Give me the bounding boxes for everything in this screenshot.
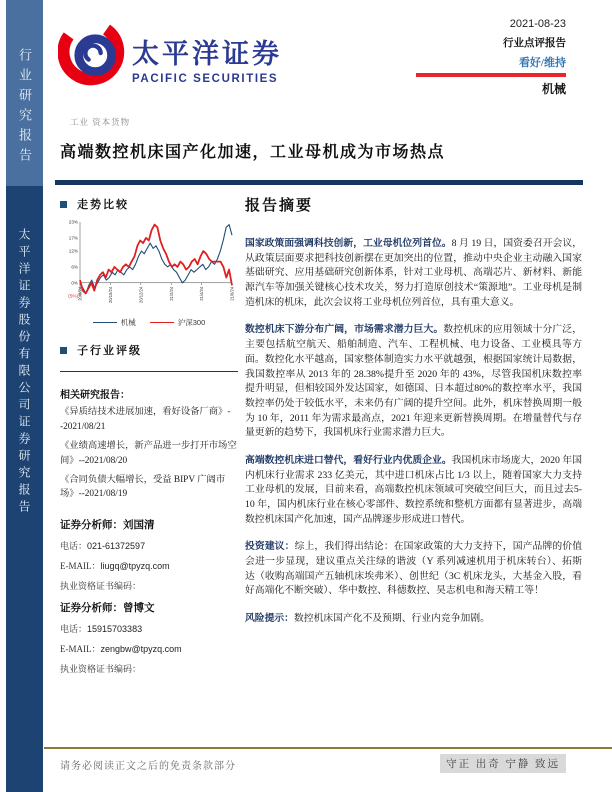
- trend-section-header: [60, 196, 238, 212]
- summary-heading: 报告摘要: [245, 198, 314, 214]
- svg-text:21/4/24: 21/4/24: [199, 286, 205, 301]
- related-reports-title: 相关研究报告：: [60, 390, 130, 401]
- trend-chart-svg: [60, 218, 238, 310]
- chart-legend: [60, 317, 238, 328]
- analyst-cert: 执业资格证书编码：: [60, 581, 142, 592]
- logo-english-name: PACIFIC SECURITIES: [132, 73, 279, 85]
- svg-text:23%: 23%: [68, 219, 78, 225]
- legend-item-mechanical: [93, 317, 136, 328]
- analyst-email: E-MAIL：liugq@tpyzq.com: [60, 561, 170, 572]
- analyst-cert: 执业资格证书编码：: [60, 664, 142, 675]
- page-title: 高端数控机床国产化加速，工业母机成为市场热点: [60, 144, 446, 161]
- sidebar: [6, 0, 43, 792]
- subindustry-divider: [60, 371, 238, 372]
- legend-label: 机械: [120, 318, 136, 327]
- sidebar-top-band: [6, 0, 43, 186]
- legend-label: 沪深300: [177, 318, 206, 327]
- analysts-block: [60, 517, 238, 675]
- related-report-item: 《异质结技术进展加速，看好设备厂商》--2021/08/21: [60, 407, 231, 432]
- title-divider: [55, 180, 583, 185]
- related-report-item: 《合同负债大幅增长，受益 BIPV 广阔市场》--2021/08/19: [60, 474, 226, 500]
- trend-section-title: 走势比较: [77, 199, 129, 211]
- legend-item-csi300: [150, 317, 206, 328]
- svg-text:20/8/24: 20/8/24: [77, 286, 83, 301]
- sidebar-bottom-label: 太平洋证券股份有限公司证券研究报告: [17, 228, 31, 517]
- analyst-phone: 电话：021-61372597: [60, 541, 146, 552]
- footer-divider: [44, 747, 612, 749]
- square-bullet-icon: [60, 201, 67, 208]
- trend-chart: [60, 218, 238, 328]
- red-divider: [416, 73, 566, 77]
- industry-name: 机械: [541, 82, 566, 96]
- logo-mark-icon: [58, 14, 128, 92]
- svg-text:0%: 0%: [71, 280, 78, 286]
- summary-column: [245, 194, 582, 627]
- svg-text:17%: 17%: [68, 235, 78, 241]
- summary-paragraph: 国家政策面强调科技创新，工业母机位列首位。8 月 19 日，国资委召开会议，从政策层面要求把科技创新摆在更加突出的位置，推动中央企业主动融入国家基础研究、应用基础研究创新体系，针对工业母机、高端芯片、新材料、新能源汽车等加强关键核心技术攻关，努力打造原创技术“策源地”。工业母机是制造机床的机床，此次会议将工业母机位列首位，具有重大意义。: [245, 238, 583, 308]
- analyst-phone: 电话：15915703383: [60, 624, 143, 635]
- legend-line-icon: [93, 322, 117, 323]
- svg-text:(5%): (5%): [68, 293, 78, 299]
- logo-chinese-name: 太平洋证券: [132, 39, 282, 69]
- report-type: 行业点评报告: [503, 38, 566, 49]
- header-meta: [416, 18, 566, 97]
- svg-text:20/12/24: 20/12/24: [138, 286, 144, 304]
- subindustry-section-header: [60, 342, 238, 358]
- analyst-name: 证券分析师：曾博文: [60, 603, 155, 615]
- svg-text:21/6/24: 21/6/24: [229, 286, 235, 301]
- summary-paragraph: 数控机床下游分布广阔，市场需求潜力巨大。数控机床的应用领域十分广泛，主要包括航空航天、船舶制造、汽车、工程机械、电力设备、工业模具等方面。数控化水平越高，国家整体制造实力水平就越强，根据国家统计局数据，我国数控率从 2013 年的 28.38%提升至 2020 年的 43%，尽管我国机床数控率提升明显，但相较国外发达国家，如德国、日本超过80%的数控率水平，我国数控率仍处于较低水平，未来仍有广阔的提升空间。此外，机床替换周期一般为 10 年，2011 年为需求最高点，2021 年迎来更新替换周期。在增量替代与存量更新的趋势下，我国机床行业需求潜力巨大。: [245, 324, 583, 439]
- summary-paragraph: 投资建议：综上，我们得出结论：在国家政策的大力支持下，国产品牌的价值会进一步显现，建议重点关注绿的谐波（Y 系列减速机用于机床转台）、拓斯达（收购高端国产五轴机床埃弗米）、创世纪（3C 机床龙头，大基金入股，看好高端化不断突破）、华中数控、科德数控、昊志机电和海天精工等！: [245, 541, 583, 597]
- svg-text:21/2/24: 21/2/24: [168, 286, 174, 301]
- analyst-email: E-MAIL：zengbw@tpyzq.com: [60, 644, 182, 655]
- footer-disclaimer: 请务必阅读正文之后的免责条款部分: [60, 761, 236, 772]
- svg-text:6%: 6%: [71, 264, 78, 270]
- left-column: [60, 196, 238, 675]
- svg-text:12%: 12%: [68, 248, 78, 254]
- report-date: 2021-08-23: [509, 18, 566, 30]
- square-bullet-icon: [60, 347, 67, 354]
- pacific-securities-logo: [58, 14, 288, 108]
- industry-rating: 看好/维持: [518, 57, 566, 69]
- subindustry-section-title: 子行业评级: [77, 345, 142, 357]
- sidebar-top-label: 行业研究报告: [17, 48, 32, 168]
- svg-text:20/10/24: 20/10/24: [108, 286, 113, 304]
- legend-line-icon: [150, 322, 174, 324]
- analyst-name: 证券分析师：刘国清: [60, 520, 155, 532]
- breadcrumb: 工业 资本货物: [70, 117, 131, 127]
- footer-motto: 守正 出奇 宁静 致远: [440, 754, 566, 773]
- related-report-item: 《业绩高速增长，新产品进一步打开市场空间》--2021/08/20: [60, 440, 237, 466]
- sidebar-bottom-band: [6, 186, 43, 792]
- summary-paragraph: 高端数控机床进口替代，看好行业内优质企业。我国机床市场庞大，2020 年国内机床行业需求 233 亿美元，其中进口机床占比 1/3 以上，随着国家大力支持工业母机的发展，目前来看，高端数控机床领域可突破空间巨大，而且过去5-10 年，国内机床行业在核心零部件、数控系统和整机方面都有显著进步，高端数控机床国产化加速，国产品牌逐步形成进口替代。: [245, 454, 583, 525]
- risk-paragraph: 风险提示：数控机床国产化不及预期、行业内竞争加剧。: [245, 613, 490, 625]
